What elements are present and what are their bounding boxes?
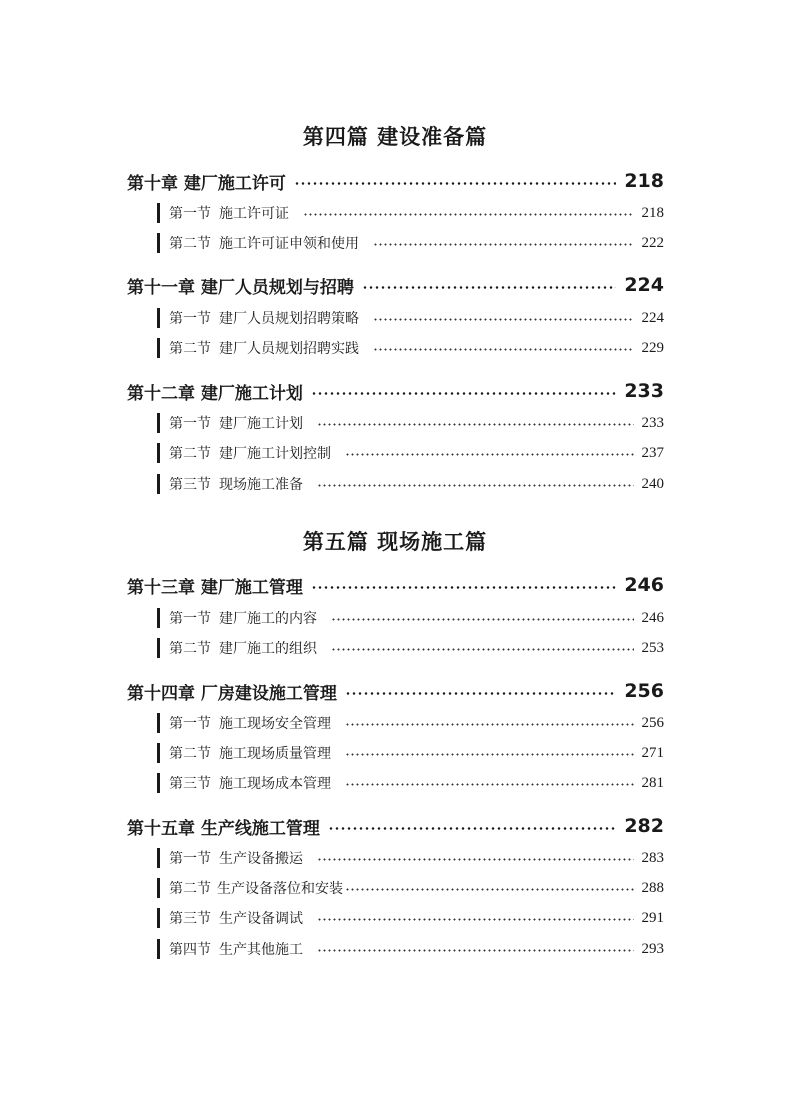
section-title: 建厂施工的内容 — [219, 611, 317, 627]
section-marker-bar — [157, 878, 160, 898]
chapter-title: 第十一章 建厂人员规划与招聘 — [127, 277, 354, 298]
chapter-page-number: 246 — [624, 574, 664, 596]
section-entry[interactable] — [157, 232, 664, 254]
section-entry[interactable] — [157, 307, 664, 329]
section-page-number: 229 — [641, 339, 664, 356]
section-entry[interactable] — [157, 907, 664, 929]
chapter-title: 第十四章 厂房建设施工管理 — [127, 683, 337, 704]
chapter-title: 第十二章 建厂施工计划 — [127, 383, 303, 404]
section-marker-bar — [157, 608, 160, 628]
section-entry[interactable] — [157, 442, 664, 464]
dot-leader — [331, 618, 634, 621]
section-page-number: 271 — [641, 744, 664, 761]
section-title: 现场施工准备 — [219, 477, 303, 493]
chapter-entry[interactable] — [127, 813, 664, 839]
chapter-title: 第十三章 建厂施工管理 — [127, 577, 303, 598]
section-marker-bar — [157, 713, 160, 733]
section-page-number: 288 — [641, 879, 664, 896]
section-marker-bar — [157, 233, 160, 253]
section-page-number: 256 — [641, 714, 664, 731]
section-number: 第二节 — [169, 641, 211, 657]
section-entry[interactable] — [157, 847, 664, 869]
section-page-number: 283 — [641, 849, 664, 866]
section-title: 施工许可证 — [219, 206, 289, 222]
section-page-number: 224 — [641, 309, 664, 326]
section-number: 第一节 — [169, 311, 211, 327]
section-entry[interactable] — [157, 607, 664, 629]
section-number: 第一节 — [169, 716, 211, 732]
section-page-number: 240 — [641, 475, 664, 492]
section-marker-bar — [157, 474, 160, 494]
section-title: 建厂施工计划 — [219, 416, 303, 432]
section-entry[interactable] — [157, 742, 664, 764]
section-page-number: 293 — [641, 940, 664, 957]
section-marker-bar — [157, 743, 160, 763]
section-marker-bar — [157, 203, 160, 223]
dot-leader — [345, 783, 634, 786]
dot-leader — [311, 392, 616, 395]
dot-leader — [294, 182, 616, 185]
section-marker-bar — [157, 338, 160, 358]
dot-leader — [317, 484, 634, 487]
section-title: 生产设备调试 — [219, 911, 303, 927]
dot-leader — [373, 318, 634, 321]
section-entry[interactable] — [157, 877, 664, 899]
part-title: 第四篇 建设准备篇 — [302, 125, 488, 149]
dot-leader — [362, 286, 616, 289]
section-number: 第四节 — [169, 942, 211, 958]
section-title: 生产其他施工 — [219, 942, 303, 958]
dot-leader — [373, 348, 634, 351]
section-number: 第三节 — [169, 776, 211, 792]
section-marker-bar — [157, 939, 160, 959]
section-number: 第三节 — [169, 477, 211, 493]
section-number: 第一节 — [169, 206, 211, 222]
dot-leader — [373, 243, 634, 246]
section-marker-bar — [157, 638, 160, 658]
chapter-entry[interactable] — [127, 678, 664, 704]
section-page-number: 246 — [641, 609, 664, 626]
section-title: 建厂人员规划招聘实践 — [219, 341, 359, 357]
section-entry[interactable] — [157, 712, 664, 734]
dot-leader — [345, 453, 634, 456]
section-entry[interactable] — [157, 772, 664, 794]
dot-leader — [317, 918, 634, 921]
section-entry[interactable] — [157, 938, 664, 960]
section-entry[interactable] — [157, 337, 664, 359]
dot-leader — [345, 753, 634, 756]
section-title: 施工现场成本管理 — [219, 776, 331, 792]
section-page-number: 233 — [641, 414, 664, 431]
section-marker-bar — [157, 773, 160, 793]
section-title: 施工现场质量管理 — [219, 746, 331, 762]
chapter-page-number: 233 — [624, 380, 664, 402]
section-number: 第二节 — [169, 881, 211, 897]
section-number: 第一节 — [169, 851, 211, 867]
chapter-entry[interactable] — [127, 168, 664, 194]
dot-leader — [328, 827, 616, 830]
part-title: 第五篇 现场施工篇 — [302, 530, 488, 554]
dot-leader — [317, 423, 634, 426]
chapter-title: 第十章 建厂施工许可 — [127, 173, 286, 194]
section-number: 第二节 — [169, 446, 211, 462]
section-page-number: 237 — [641, 444, 664, 461]
section-entry[interactable] — [157, 473, 664, 495]
section-number: 第二节 — [169, 341, 211, 357]
section-marker-bar — [157, 443, 160, 463]
chapter-page-number: 256 — [624, 680, 664, 702]
section-title: 施工许可证申领和使用 — [219, 236, 359, 252]
dot-leader — [303, 213, 634, 216]
dot-leader — [317, 858, 634, 861]
section-title: 建厂施工的组织 — [219, 641, 317, 657]
chapter-page-number: 218 — [624, 170, 664, 192]
section-title: 生产设备落位和安装 — [217, 881, 343, 897]
section-marker-bar — [157, 308, 160, 328]
section-number: 第一节 — [169, 611, 211, 627]
section-entry[interactable] — [157, 202, 664, 224]
dot-leader — [345, 692, 616, 695]
section-title: 生产设备搬运 — [219, 851, 303, 867]
section-number: 第二节 — [169, 746, 211, 762]
section-marker-bar — [157, 908, 160, 928]
section-page-number: 253 — [641, 639, 664, 656]
dot-leader — [345, 888, 634, 891]
dot-leader — [317, 949, 634, 952]
section-title: 建厂施工计划控制 — [219, 446, 331, 462]
section-title: 建厂人员规划招聘策略 — [219, 311, 359, 327]
section-number: 第一节 — [169, 416, 211, 432]
dot-leader — [331, 648, 634, 651]
chapter-page-number: 224 — [624, 274, 664, 296]
section-number: 第二节 — [169, 236, 211, 252]
section-title: 施工现场安全管理 — [219, 716, 331, 732]
section-page-number: 281 — [641, 774, 664, 791]
chapter-page-number: 282 — [624, 815, 664, 837]
section-number: 第三节 — [169, 911, 211, 927]
dot-leader — [345, 723, 634, 726]
chapter-entry[interactable] — [127, 572, 664, 598]
section-page-number: 291 — [641, 909, 664, 926]
section-marker-bar — [157, 848, 160, 868]
section-entry[interactable] — [157, 412, 664, 434]
section-page-number: 218 — [641, 204, 664, 221]
section-page-number: 222 — [641, 234, 664, 251]
section-entry[interactable] — [157, 637, 664, 659]
dot-leader — [311, 586, 616, 589]
section-marker-bar — [157, 413, 160, 433]
chapter-entry[interactable] — [127, 378, 664, 404]
chapter-entry[interactable] — [127, 272, 664, 298]
chapter-title: 第十五章 生产线施工管理 — [127, 818, 320, 839]
